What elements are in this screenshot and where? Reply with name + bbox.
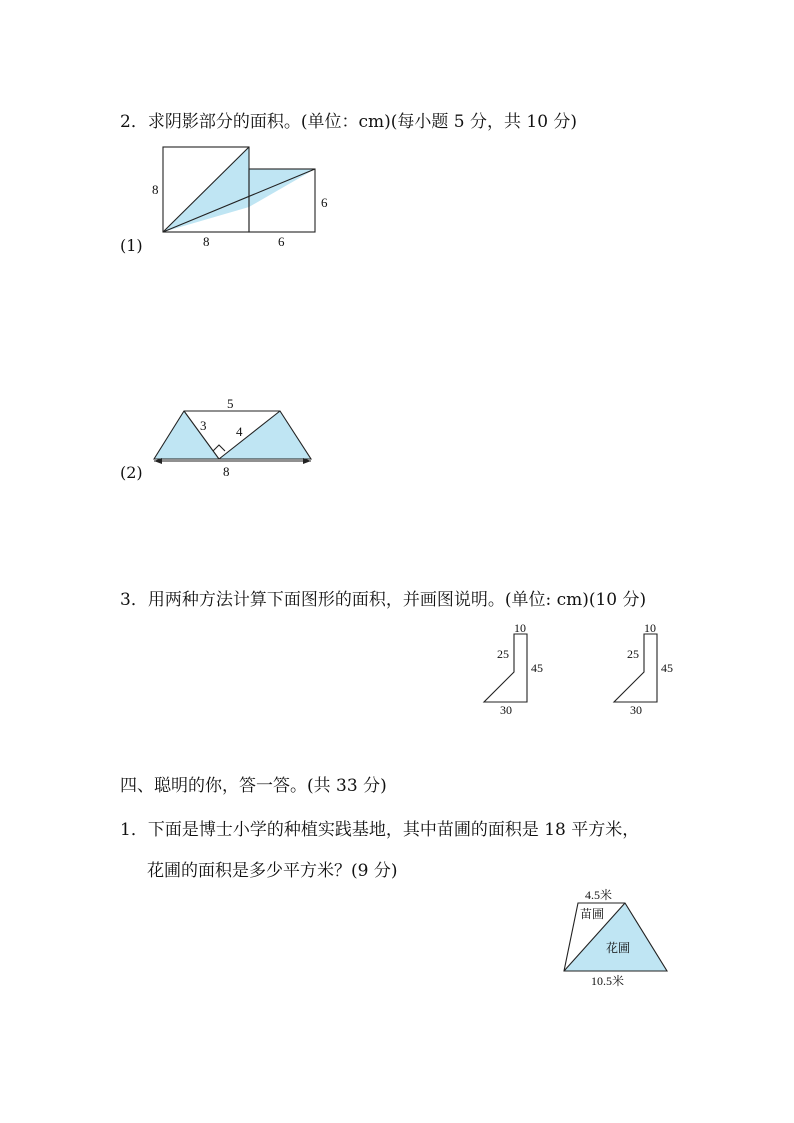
label-bottom-left: 8: [203, 234, 210, 249]
label-bottom: 30: [500, 703, 512, 717]
label-leg-right: 4: [236, 424, 243, 439]
q3-title: 3．用两种方法计算下面图形的面积，并画图说明。(单位: cm)(10 分): [120, 590, 647, 610]
label-top: 4.5米: [585, 888, 613, 902]
label-top: 10: [644, 621, 656, 635]
section4-q1-line1: 1．下面是博士小学的种植实践基地，其中苗圃的面积是 18 平方米，: [120, 820, 640, 840]
label-garden: 花圃: [606, 941, 631, 955]
label-bottom: 8: [223, 464, 230, 479]
label-top: 5: [227, 396, 234, 411]
section4-q1-line2: 花圃的面积是多少平方米？(9 分): [147, 861, 398, 881]
label-bottom: 10.5米: [591, 974, 625, 988]
label-nursery: 苗圃: [580, 907, 605, 921]
label-right: 45: [661, 661, 673, 675]
label-left-height: 8: [152, 182, 159, 197]
label-top: 10: [514, 621, 526, 635]
label-right: 45: [531, 661, 543, 675]
label-bottom-right: 6: [278, 234, 285, 249]
section4-title: 四、聪明的你，答一答。(共 33 分): [120, 776, 387, 796]
label-left: 25: [497, 647, 509, 661]
q2-part1-label: (1): [120, 236, 143, 255]
label-right-height: 6: [321, 195, 328, 210]
label-leg-left: 3: [200, 418, 207, 433]
label-bottom: 30: [630, 703, 642, 717]
q2-title: 2．求阴影部分的面积。(单位：cm)(每小题 5 分，共 10 分): [120, 112, 578, 132]
label-left: 25: [627, 647, 639, 661]
q2-part2-label: (2): [120, 463, 143, 482]
